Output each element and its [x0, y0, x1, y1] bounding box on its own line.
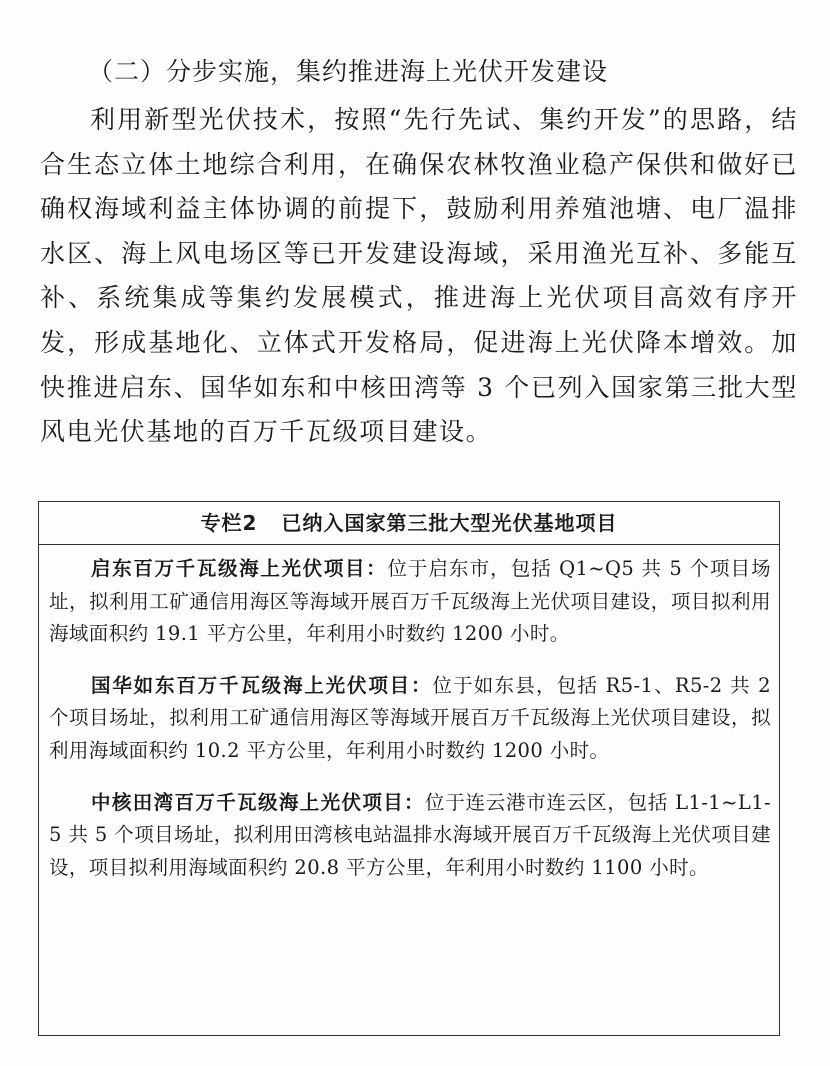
box-title-text: 已纳入国家第三批大型光伏基地项目: [281, 511, 618, 535]
project-desc: 位于连云港市连云区，包括 L1-1~L1-5 共 5 个项目场址，拟利用田湾核电站温排水海域开展百万千瓦级海上光伏项目建设，项目拟利用海域面积约 20.8 平方公里，年利用小时数约 1100 小时。: [49, 790, 772, 879]
project-box: [38, 501, 780, 1036]
project-name: 国华如东百万千瓦级海上光伏项目：: [91, 673, 433, 697]
project-item-zhonghe-tianwan: [49, 787, 771, 885]
project-name: 中核田湾百万千瓦级海上光伏项目：: [91, 790, 425, 814]
body-paragraph: 利用新型光伏技术，按照“先行先试、集约开发”的思路，结合生态立体土地综合利用，在确保农林牧渔业稳产保供和做好已确权海域利益主体协调的前提下，鼓励利用养殖池塘、电厂温排水区、海上风电场区等已开发建设海域，采用渔光互补、多能互补、系统集成等集约发展模式，推进海上光伏项目高效有序开发，形成基地化、立体式开发格局，促进海上光伏降本增效。加快推进启东、国华如东和中核田湾等 3 个已列入国家第三批大型风电光伏基地的百万千瓦级项目建设。: [40, 105, 798, 447]
project-desc: 位于如东县，包括 R5-1、R5-2 共 2 个项目场址，拟利用工矿通信用海区等海域开展百万千瓦级海上光伏项目建设，拟利用海域面积约 10.2 平方公里，年利用小时数约 1200 小时。: [49, 673, 771, 762]
box-body: [39, 545, 779, 884]
box-label: 专栏2: [200, 511, 258, 535]
project-desc: 位于启东市，包括 Q1~Q5 共 5 个项目场址，拟利用工矿通信用海区等海域开展百万千瓦级海上光伏项目建设，项目拟利用海域面积约 19.1 平方公里，年利用小时数约 1200 小时。: [49, 557, 771, 646]
project-item-qidong: [49, 553, 771, 651]
project-name: 启东百万千瓦级海上光伏项目：: [91, 557, 388, 580]
project-item-guohua-rudong: [49, 670, 771, 768]
box-title: [39, 502, 779, 545]
section-heading: （二）分步实施，集约推进海上光伏开发建设: [88, 57, 609, 86]
